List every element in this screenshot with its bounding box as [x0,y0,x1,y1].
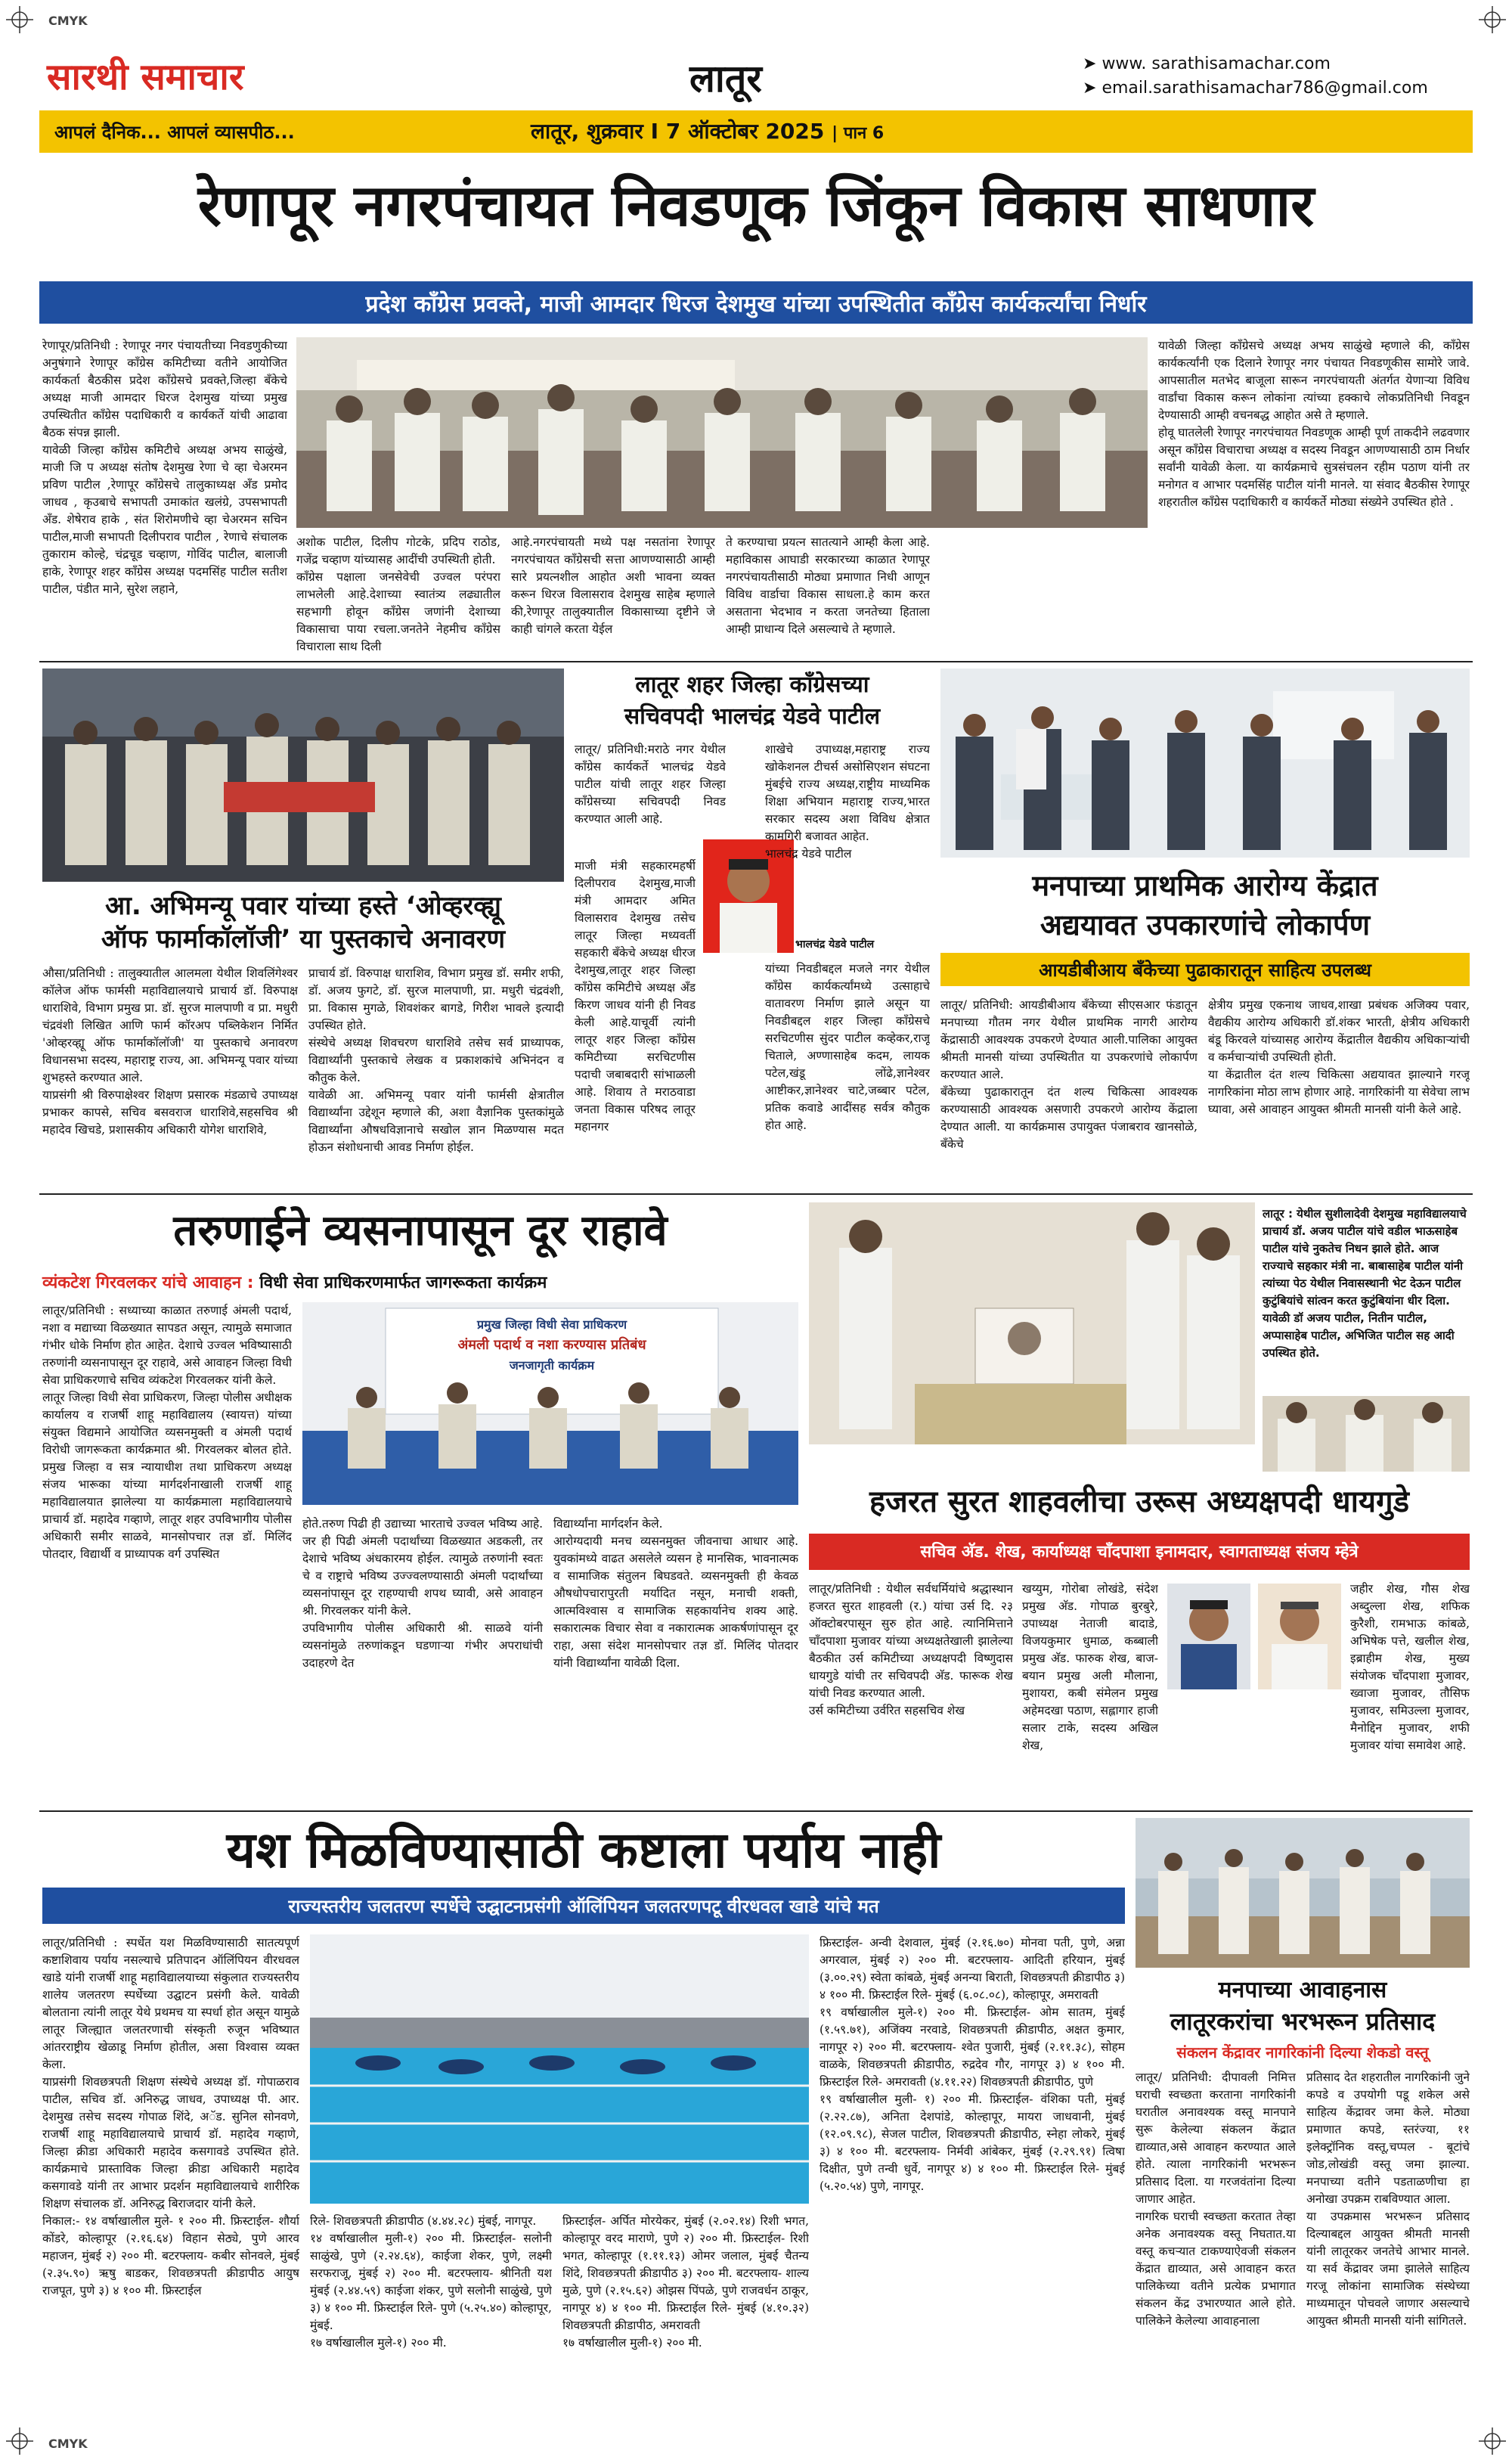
story5-banner-text-1: प्रमुख जिल्हा विधी सेवा प्राधिकरण [476,1317,627,1332]
story3-headline-line1: लातूर शहर जिल्हा काँग्रेसच्या [635,672,869,698]
mail-icon: ➤ [1083,79,1102,98]
story5-kicker-line [42,1270,798,1293]
story2-col1: औसा/प्रतिनिधी : तालुक्यातील आलमला येथील शिवलिंगेश्वर कॉलेज ऑफ फार्मसी महाविद्यालयाचे प्राचार्य डॉ. विरुपाक्ष धाराशिवे, विभाग प्रमुख प्रा. डॉ. सुरज मालपाणी व प्रा. मधुरी चंद्रवंशी लिखित आणि फार्म कॉरअप पब्लिकेशन निर्मित 'ओव्हरव्ह्यू ऑफ फार्माकॉलॉजी' या पुस्तकाचे अनावरण विधानसभा सदस्य, महाराष्ट्र राज्य, आ. अभिमन्यू पवार यांच्या शुभहस्ते करण्यात आले. याप्रसंगी श्री विरुपाक्षेश्वर शिक्षण प्रसारक मंडळाचे उपाध्यक्ष प्रभाकर कापसे, सचिव बसवराज धाराशिवे,सहसचिव श्री महादेव खिचडे, प्रशासकीय अधिकारी योगेश धाराशिवे, [42,966,298,1137]
story5-col3: विद्यार्थ्यांना मार्गदर्शन केले. आरोग्यदायी मनच व्यसनमुक्त जीवनाचा आधार आहे. युवकांमध्ये वाढत असलेले व्यसन हे मानसिक, भावनात्मक व सामाजिक संतुलन बिघडवते. व्यसनमुक्ती ही केवळ औषधोपचारापुरती मर्यादित नसून, मनाची शक्ती, आत्मविश्वास व सामाजिक सहकार्यानेच शक्य आहे. सकारात्मक विचार सेवा व नकारात्मक आकर्षणांपासून दूर राहा, असा संदेश मानसोपचार तज्ञ डॉ. मिलिंद पोतदार यांनी विद्यार्थ्यांना यावेळी दिला. [553,1517,798,1670]
globe-icon: ➤ [1083,54,1102,73]
story6-caption: लातूर : येथील सुशीलादेवी देशमुख महाविद्यालयाचे प्राचार्य डॉ. अजय पाटील यांचे वडील भाऊसाहेब पाटील यांचे नुकतेच निधन झाले होते. आज राज्याचे सहकार मंत्री ना. बाबासाहेब पाटील यांनी त्यांच्या पेठ येथील निवासस्थानी भेट देऊन पाटील कुटुंबियांचे सांत्वन करत कुटुंबियांना धीर दिला. यावेळी डॉ अजय पाटील, नितीन पाटील, अप्पासाहेब पाटील, अभिजित पाटील सह आदी उपस्थित होते. [1263,1207,1467,1360]
story8-headline: यश मिळविण्यासाठी कष्टाला पर्याय नाही [226,1821,941,1879]
story3-col1b: माजी मंत्री सहकारमहर्षी दिलीपराव देशमुख,माजी मंत्री आमदार अमित विलासराव देशमुख तसेच लातूर जिल्हा मध्यवर्ती सहकारी बँकेचे अध्यक्ष धीरज देशमुख,लातूर शहर जिल्हा कॉंग्रेस कमिटीचे अध्यक्ष अँड किरण जाधव यांनी ही निवड केली आहे.याचूर्वी त्यांनी लातूर शहर जिल्हा कॉंग्रेस कमिटीच्या सरचिटणीस पदाची जबाबदारी सांभाळली आहे. शिवाय ते मराठवाडा जनता विकास परिषद लातूर महानगर [575,859,696,1134]
paper-name: सारथी समाचार [47,56,244,98]
story7-col1: लातूर/प्रतिनिधी : येथील सर्वधर्मियांचे श्रद्धास्थान हजरत सुरत शाहवली (र.) यांचा उर्स दि. २३ ऑक्टोबरपासून सुरु होत आहे. त्यानिमित्ताने चाँदपाशा मुजावर यांच्या अध्यक्षतेखाली झालेल्या बैठकीत उर्स कमिटीच्या अध्यक्षपदी विष्णुदास धायगुडे यांची तर सचिवपदी अ‍ॅड. फारूक शेख यांची निवड करण्यात आली. उर्स कमिटीच्या उर्वरित सहसचिव शेख [809,1582,1013,1717]
website-line [1083,54,1331,73]
story4-col2: क्षेत्रीय प्रमुख एकनाथ जाधव,शाखा प्रबंधक अजिक्य पवार, वैद्यकीय आरोग्य अधिकारी डॉ.शंकर भारती, क्षेत्रीय अधिकारी बंडू किरवले यांच्यासह आरोग्य केंद्रातील वैद्यकीय अधिकाऱ्यांची व कर्मचाऱ्यांची उपस्थिती होती. या केंद्रातील दंत शल्य चिकित्सा अद्ययावत झाल्याने गरजू नागरिकांना मोठा लाभ होणार आहे. नागरिकांनी या सेवेचा लाभ घ्यावा, असे आवाहन आयुक्त श्रीमती मानसी यांनी केले आहे. [1208,998,1470,1116]
section-divider [39,1193,1473,1195]
story9-subhead: संकलन केंद्रावर नागरिकांनी दिल्या शेकडो वस्तू [1176,2043,1429,2061]
story1-col4: ते करण्याचा प्रयत्न सातत्याने आम्ही केला आहे. महाविकास आघाडी सरकारच्या काळात रेणापूर नगरपंचायतीसाठी मोठ्या प्रमाणात निधी आणून विविध वार्डाचा विकास साधला.हे काम करत असताना भेदभाव न करता जनतेच्या हिताला आम्ही प्राधान्य दिले असल्याचे ते म्हणाले. [726,535,930,636]
registration-mark-icon [6,2427,33,2455]
section-divider [39,1810,1473,1812]
story4-headline-line2: अद्ययावत उपकारणांचे लोकार्पण [1040,908,1371,942]
story1-col3: आहे.नगरपंचायती मध्ये पक्ष नसतांना रेणापूर नगरपंचायत कॉंग्रेसची सत्ता आणण्यासाठी आम्ही सारे प्रयत्नशील आहोत अशी भावना व्यक्त करून धिरज विलासराव देशमुख साहेब म्हणाले की,रेणापूर तालुक्यातील विकासाच्या दृष्टीने जे काही चांगले करता येईल [511,535,715,636]
story9-headline-line2: लातूरकरांचा भरभरून प्रतिसाद [1170,2007,1436,2036]
website-text: www. sarathisamachar.com [1101,54,1331,73]
story6-photo-1 [809,1202,1255,1444]
story5-kicker: व्यंकटेश गिरवलकर यांचे आवाहन : [42,1273,254,1292]
section-divider [39,661,1473,662]
story5-banner-text-3: जनजागृती कार्यक्रम [509,1358,595,1373]
story2-col2: प्राचार्य डॉ. विरुपाक्ष धाराशिव, विभाग प्रमुख डॉ. समीर शफी, डॉ. अजय फुगटे, डॉ. सुरज मालपाणी, प्रा. मधुरी चंद्रवंशी, प्रा. विकास मुगळे, शिवशंकर बागडे, गिरीश भावले इत्यादी उपस्थित होते. संस्थेचे अध्यक्ष शिवचरण धाराशिवे तसेच सर्व प्राध्यापक, विद्यार्थ्यांनी पुस्तकाचे लेखक व प्रकाशकांचे अभिनंदन व कौतुक केले. यावेळी आ. अभिमन्यू पवार यांनी फार्मसी क्षेत्रातील विद्यार्थ्यांना उद्देशून म्हणाले की, अशा वैज्ञानिक पुस्तकांमुळे विद्यार्थ्यांना औषधविज्ञानाचे सखोल ज्ञान मिळण्यास मदत होऊन संशोधनाची आवड निर्माण होईल. [308,966,564,1154]
story5-col1: लातूर/प्रतिनिधी : सध्याच्या काळात तरुणाई अंमली पदार्थ, नशा व मद्याच्या विळख्यात सापडत असून, त्यामुळे समाजात गंभीर धोके निर्माण होत आहेत. देशाचे उज्वल भविष्यासाठी तरुणांनी व्यसनापासून दूर राहावे, असे आवाहन जिल्हा विधी सेवा प्राधिकरणाचे सचिव व्यंकटेश गिरवलकर यांनी केले. लातूर जिल्हा विधी सेवा प्राधिकरण, जिल्हा पोलीस अधीक्षक कार्यालय व राजर्षी शाहू महाविद्यालय (स्वायत्त) यांच्या संयुक्त विद्यमाने आयोजित व्यसनमुक्ती व अंमली पदार्थ विरोधी जागरूकता कार्यक्रमात श्री. गिरवलकर बोलत होते. प्रमुख जिल्हा व सत्र न्यायाधीश तथा प्राधिकरण अध्यक्ष संजय भारूका यांच्या मार्गदर्शनाखाली राजर्षी शाहू महाविद्यालयात झालेल्या या कार्यक्रमाला महाविद्यालयाचे प्राचार्य डॉ. महादेव गव्हाणे, लातूर शहर उपविभागीय पोलीस अधिकारी समीर साळवे, मानसोपचार तज्ञ डॉ. मिलिंद पोतदार, विद्यार्थी व प्राध्यापक वर्ग उपस्थित [42,1304,292,1561]
story7-portrait-2 [1258,1584,1341,1689]
story2-headline-line2: ऑफ फार्माकॉलॉजी’ या पुस्तकाचे अनावरण [101,924,506,954]
edition-title: लातूर [689,57,762,101]
story8-col3: फ्रिस्टाईल- अर्पित मोरयेकर, मुंबई (२.०२.१४) रिशी भगत, कोल्हापूर वरद माराणे, पुणे २) २०० मी. फ्रिस्टाईल- रिशी भगत, कोल्हापूर (१.११.१३) ओमर जलाल, मुंबई चैतन्य शिंदे, शिवछत्रपती क्रीडापीठ ३) २०० मी. बटरफ्लाय- शाल्य मुळे, पुणे (२.१५.६२) ओझस पिंपळे, पुणे राजवर्धन ठाकूर, नागपूर ४) ४ १०० मी. फ्रिस्टाईल रिले- मुंबई (४.१०.३२) शिवछत्रपती क्रीडापीठ, अमरावती १७ वर्षाखालील मुली-१) २०० मी. [562,2214,809,2350]
story1-headline: रेणापूर नगरपंचायत निवडणूक जिंकून विकास साधणार [197,172,1315,239]
page-number: | पान 6 [832,124,885,143]
cmyk-label: CMYK [48,14,88,28]
tagline: आपलं दैनिक... आपलं व्यासपीठ... [54,122,295,143]
story9-col1: लातूर/ प्रतिनिधी: दीपावली निमित्त घराची स्वच्छता करताना नागरिकांनी घरातील अनावश्यक वस्तू मानपाने सुरू केलेल्या संकलन केंद्रात द्याव्यात,असे आवाहन करण्यात आले होते. त्याला नागरिकांनी भरभरून प्रतिसाद दिला. या गरजवंतांना दिल्या जाणार आहेत. नागरिक घराची स्वच्छता करतात तेव्हा अनेक अनावश्यक वस्तू निघतात.या वस्तू कचऱ्यात टाकण्याऐवजी संकलन केंद्रात द्याव्यात, असे आवाहन करत पालिकेच्या वतीने प्रत्येक प्रभागात संकलन केंद्र उभारण्यात आले होते. पालिकेने केलेल्या आवाहनाला [1136,2071,1296,2328]
story7-col3: जहीर शेख, गौस शेख अब्दुल्ला शेख, शफिक कुरैशी, रामभाऊ कांबळे, अभिषेक पत्ते, खलील शेख, इब्राहीम शेख, मुख्य संयोजक चाँदपाशा मुजावर, ख्वाजा मुजावर, तौसिफ मुजावर, समिउल्ला मुजावर, मैनोद्दिन मुजावर, शफी मुजावर यांचा समावेश आहे. [1350,1582,1470,1752]
registration-mark-icon [6,6,33,33]
story8-photo [310,1934,809,2204]
story3-col2a: शाखेचे उपाध्यक्ष,महाराष्ट्र राज्य खोकेशनल टीचर्स असोसिएशन संघटना मुंबईचे राज्य अध्यक्ष,राष्ट्रीय माध्यमिक शिक्षा अभियान महाराष्ट्र राज्य,भारत सरकार सदस्य अशा विविध क्षेत्रात कामगिरी बजावत आहेत. भालचंद्र येडवे पाटील [765,743,930,861]
story1-col2: अशोक पाटील, दिलीप गोटके, प्रदिप राठोड, गजेंद्र चव्हाण यांच्यासह आदींची उपस्थिती होती. कॉंग्रेस पक्षाला जनसेवेची उज्वल परंपरा लाभलेली आहे.देशाच्या स्वातंत्र्य लढ्यातील सहभागी होवून कॉंग्रेस जणांनी देशाच्या विकासाचा पाया रचला.जनतेने नेहमीच कॉंग्रेस विचाराला साथ दिली [296,535,500,653]
masthead [39,47,1473,160]
story5-col2: होते.तरुण पिढी ही उद्याच्या भारताचे उज्वल भविष्य आहे. जर ही पिढी अंमली पदार्थांच्या विळख्यात अडकली, तर देशाचे भविष्य अंधकारमय होईल. त्यामुळे तरुणांनी स्वतः चे व राष्ट्राचे भविष्य उज्ज्वलण्यासाठी अंमली पदार्थांच्या व्यसनांपासून दूर राहण्याची शपथ घ्यावी, असे आवाहन श्री. गिरवलकर यांनी केले. उपविभागीय पोलीस अधिकारी श्री. साळवे यांनी व्यसनांमुळे तरुणांकडून घडणाऱ्या गंभीर अपराधांची उदाहरणे देत [302,1517,543,1670]
story4-col1: लातूर/ प्रतिनिधी: आयडीबीआय बँकेच्या सीएसआर फंडातून मनपाच्या गौतम नगर येथील प्राथमिक नागरी आरोग्य केंद्रासाठी आवश्यक उपकरणे देण्यात आली.पालिका आयुक्त श्रीमती मानसी यांच्या उपस्थितीत या उपकरणांचे लोकार्पण करण्यात आले. बँकेच्या पुढाकारातून दंत शल्य चिकित्सा आवश्यक करण्यासाठी आवश्यक असणारी उपकरणे आरोग्य केंद्राला देण्यात आली. या कार्यक्रमास उपायुक्त पंजाबराव खानसोळे, बँकेचे [940,998,1198,1151]
date-text: लातूर, शुक्रवार I 7 ऑक्टोबर 2025 [531,119,825,144]
story7-portrait-1 [1167,1584,1250,1689]
email-text: email.sarathisamachar786@gmail.com [1101,79,1428,98]
story9-col2: प्रतिसाद देत शहरातील नागरिकांनी जुने कपडे व उपयोगी पडू शकेल असे साहित्य केंद्रावर जमा केले. मोठ्या प्रमाणात कपडे, स्तरंज्या, ११ इलेक्ट्रॉनिक वस्तू,चप्पल - बूटांचे जोड,लोखंडी वस्तू जमा झाल्या. मनपाच्या वतीने पडताळणीचा हा अनोखा उपक्रम राबविण्यात आला. या उपक्रमास भरभरून प्रतिसाद दिल्याबद्दल आयुक्त श्रीमती मानसी यांनी लातूरकर जनतेचे आभार मानले. या सर्व केंद्रावर जमा झालेले साहित्य गरजू लोकांना सामाजिक संस्थेच्या माध्यमातून पोचवले जाणार असल्याचे आयुक्त श्रीमती मानसी यांनी सांगितले. [1306,2071,1470,2328]
story5-photo [302,1302,798,1505]
email-line [1083,79,1428,98]
story3-col1a: लातूर/ प्रतिनिधी:मराठे नगर येथील कॉंग्रेस कार्यकर्ते भालचंद्र येडवे पाटील यांची लातूर शहर जिल्हा कॉंग्रेसच्या सचिवपदी निवड करण्यात आली आहे. [575,743,726,826]
story3-photo-caption: भालचंद्र येडवे पाटील [795,938,875,951]
story7-headline: हजरत सुरत शाहवलीचा उरूस अध्यक्षपदी धायगुडे [869,1484,1410,1519]
story5-headline: तरुणाईने व्यसनापासून दूर राहावे [173,1206,668,1255]
story2-photo [42,669,564,882]
story4-photo [940,669,1470,858]
story1-col1: रेणापूर/प्रतिनिधी : रेणापूर नगर पंचायतीच्या निवडणुकीच्या अनुषंगाने रेणापूर कॉंग्रेस कमिटीच्या वतीने आयोजित कार्यकर्ता बैठकीस प्रदेश काँग्रेसचे प्रवक्ते,जिल्हा बँकेचे अध्यक्ष माजी आमदार धिरज देशमुख यांच्या प्रमुख उपस्थितीत काँग्रेस पदाधिकारी व कार्यकर्ते यांची आढावा बैठक संपन्न झाली. यावेळी जिल्हा कॉंग्रेस कमिटीचे अध्यक्ष अभय साळुंखे, माजी जि प अध्यक्ष संतोष देशमुख रेणा चे व्हा चेअरमन प्रविण पाटील ,रेणापूर कॉंग्रेसचे तालुकाध्यक्ष अँड प्रमोद जाधव , कृउबाचे सभापती उमाकांत खलंग्रे, उपसभापती अँड. शेषेराव हाके , संत शिरोमणीचे व्हा चेअरमन सचिन पाटील,माजी सभापती दिलीपराव पाटील , रेणाचे संचालक तुकाराम कोल्हे, चंद्रचूड चव्हाण, गोविंद पाटील, बालाजी हाके, रेणापूर शहर कॉंग्रेस अध्यक्ष पदमसिंह पाटील सतीश पाटील, पंडीत माने, सुरेश लहाने, [42,339,287,596]
story3-headline-line2: सचिवपदी भालचंद्र येडवे पाटील [624,703,881,730]
story4-headline-line1: मनपाच्या प्राथमिक आरोग्य केंद्रात [1032,869,1378,902]
registration-mark-icon [1479,6,1506,33]
story5-banner-text-2: अंमली पदार्थ व नशा करण्यास प्रतिबंध [457,1337,646,1353]
story8-col2: रिले- शिवछत्रपती क्रीडापीठ (४.४४.२८) मुंबई, नागपूर. १४ वर्षाखालील मुली-१) २०० मी. फ्रिस्टाईल- सलोनी साळुंखे, पुणे (२.२४.६४), काईजा शेकर, पुणे, लक्ष्मी सरफराजू, मुंबई २) २०० मी. बटरफ्लाय- श्रीनिती यश मुंबई (२.४४.५९) काईजा शंकर, पुणे सलोनी साळुंखे, पुणे ३) ४ १०० मी. फ्रिस्टाईल रिले- पुणे (५.२५.४०) कोल्हापूर, मुंबई. १७ वर्षाखालील मुले-१) २०० मी. [310,2214,552,2350]
dateline [531,116,884,145]
story9-photo [1136,1818,1470,1968]
story4-subhead: आयडीबीआय बँकेच्या पुढाकारातून साहित्य उपलब्ध [1039,960,1371,981]
story8-col4: फ्रिस्टाईल- अन्वी देशवाल, मुंबई (२.१६.७०) मोनवा पती, पुणे, अन्ना अगरवाल, मुंबई २) २०० मी. बटरफ्लाय- आदिती हरियान, मुंबई (३.००.२९) स्वेता कांबळे, मुंबई अनन्या बिराती, शिवछत्रपती क्रीडापीठ ३) ४ १०० मी. फ्रिस्टाईल रिले- मुंबई (६.०८.०८), कोल्हापूर, अमरावती १९ वर्षाखालील मुले-१) २०० मी. फ्रिस्टाईल- ओम सातम, मुंबई (१.५९.७१), अजिंक्य नरवाडे, शिवछत्रपती क्रीडापीठ, अक्षत कुमार, नागपूर २) २०० मी. बटरफ्लाय- श्वेत पुजारी, मुंबई (२.११.३८), सोहम वाळके, शिवछत्रपती क्रीडापीठ, रुद्रदेव गौर, नागपूर ३) ४ १०० मी. फ्रिस्टाईल रिले- अमरावती (४.११.२२) शिवछत्रपती क्रीडापीठ, पुणे १९ वर्षाखालील मुली- १) २०० मी. फ्रिस्टाईल- वंशिका पती, मुंबई (२.२२.८७), अनिता देशपांडे, कोल्हापूर, मायरा जाधवानी, मुंबई (१२.०९.९८), सेजल पाटील, शिवछत्रपती क्रीडापीठ, स्नेहा लोकरे, मुंबई ३) ४ १०० मी. बटरफ्लाय- निर्मवी आंबेकर, मुंबई (२.२९.९१) त्विषा दिक्षीत, पुणे तन्वी धुर्वे, नागपूर ४) ४ १०० मी. फ्रिस्टाईल रिले- मुंबई (५.२०.५४) पुणे, नागपूर. [820,1936,1125,2193]
cmyk-label: CMYK [48,2437,88,2451]
story1-col5: यावेळी जिल्हा कॉंग्रेसचे अध्यक्ष अभय साळुंखे म्हणाले की, कॉंग्रेस कार्यकर्त्यांनी एक दिलाने रेणापूर नगर पंचायत निवडणूकीस सामोरे जावे. आपसातील मतभेद बाजूला सारून नगरपंचायती अंतर्गत येणाऱ्या विविध वार्डांचा विकास करून लोकांना त्यांच्या हक्काचे लोकप्रतिनिधी निवडून देण्यासाठी आम्ही वचनबद्ध आहोत असे ते म्हणाले. होवू घातलेली रेणापूर नगरपंचायत निवडणूक आम्ही पूर्ण ताकदीने लढवणार असून कॉंग्रेस विचाराचा अध्यक्ष व सदस्य निवडून आणण्यासाठी ठाम निर्धार सर्वांनी यावेळी केला. या कार्यक्रमाचे सुत्रसंचलन रहीम पठाण यांनी तर मनोगत व आभार पदमसिंह पाटील यांनी मानले. या संवाद बैठकीस रेणापूर शहरातील काँग्रेस पदाधिकारी व कार्यकर्ते मोठ्या संख्येने उपस्थित होते . [1158,339,1470,509]
story8-subhead: राज्यस्तरीय जलतरण स्पर्धेचे उद्घाटनप्रसंगी ऑलिंपियन जलतरणपटू वीरधवल खाडे यांचे मत [288,1896,879,1917]
story7-subhead: सचिव अ‍ॅड. शेख, कार्याध्यक्ष चाँदपाशा इनामदार, स्वागताध्यक्ष संजय म्हेत्रे [920,1543,1359,1562]
story6-photo-2 [1263,1396,1470,1472]
story8-col1: लातूर/प्रतिनिधी : स्पर्धेत यश मिळविण्यासाठी सातत्यपूर्ण कष्टाशिवाय पर्याय नसल्याचे प्रतिपादन ऑलिंपियन वीरधवल खाडे यांनी राजर्षी शाहू महाविद्यालयाच्या संकुलात राज्यस्तरीय शालेय जलतरण स्पर्धेच्या उद्घाटन प्रसंगी केले. यावेळी बोलताना त्यांनी लातूर येथे प्रथमच या स्पर्धा होत असून यामुळे लातूर जिल्ह्यात जलतरणाची संस्कृती रुजून भविष्यात आंतरराष्ट्रीय खेळाडू निर्माण होतील, असा विश्वास व्यक्त केला. याप्रसंगी शिवछत्रपती शिक्षण संस्थेचे अध्यक्ष डॉ. गोपाळराव पाटील, सचिव डॉ. अनिरुद्ध जाधव, उपाध्यक्ष पी. आर. देशमुख तसेच सदस्य गोपाळ शिंदे, अॅड. सुनिल सोनवणे, राजर्षी शाहू महाविद्यालयाचे प्राचार्य डॉ. महादेव गव्हाणे, जिल्हा क्रीडा अधिकारी महादेव कसगावडे उपस्थित होते. कार्यक्रमाचे प्रास्ताविक जिल्हा क्रीडा अधिकारी महादेव कसगावडे यांनी तर आभार प्रदर्शन महाविद्यालयाचे शारीरिक शिक्षण संचालक डॉ. अनिरुद्ध बिराजदार यांनी केले. निकाल:- १४ वर्षाखालील मुले- १ २०० मी. फ्रिस्टाईल- शौर्या कोंडरे, कोल्हापूर (२.१६.६४) विहान सेठ्ये, पुणे आरव महाजन, मुंबई २) २०० मी. बटरफ्लाय- कबीर सोनवले, मुंबई (२.३५.९०) ऋषु बाडकर, शिवछत्रपती क्रीडापीठ आयुष राजपूत, पुणे ३) ४ १०० मी. फ्रिस्टाईल [42,1936,299,2297]
story2-headline-line1: आ. अभिमन्यू पवार यांच्या हस्ते ‘ओव्हरव्ह्यू [105,891,501,921]
story3-col2b: यांच्या निवडीबद्दल मजले नगर येथील कॉंग्रेस कार्यकर्त्यांमध्ये उत्साहाचे वातावरण निर्माण झाले असून या निवडीबद्दल शहर जिल्हा कॉंग्रेसचे सरचिटणीस सुंदर पाटील कव्हेकर,राजू चिताले, अण्णासाहेब कदम, लायक पटेल,खंडू लोंढे,ज्ञानेश्वर आष्टीकर,ज्ञानेश्वर चाटे,जब्बार पटेल, प्रतिक कवाडे आदींसह सर्वत्र कौतुक होत आहे. [765,962,930,1132]
registration-mark-icon [1479,2427,1506,2455]
story5-kicker-rest: विधी सेवा प्राधिकरणमार्फत जागरूकता कार्यक्रम [259,1273,547,1292]
story7-col2: खय्युम, गोरोबा लोखंडे, संदेश प्रमुख अ‍ॅड. गोपाळ बुरबुरे, उपाध्यक्ष नेताजी बादाडे, विजयकुमार धुमाळ, कब्बाली प्रमुख अ‍ॅड. फारुक शेख, बाज-बयान प्रमुख अली मौलाना, मुशायरा, कबी संमेलन प्रमुख अहेमदखा पठाण, सह्लागार हाजी सलार टाके, सदस्य अखिल शेख, [1022,1582,1158,1752]
story1-photo [296,337,1148,528]
story9-headline-line1: मनपाच्या आवाहनास [1218,1977,1387,2003]
story1-subhead: प्रदेश काँग्रेस प्रवक्ते, माजी आमदार धिरज देशमुख यांच्या उपस्थितीत काँग्रेस कार्यकर्त्यांचा निर्धार [365,291,1147,318]
